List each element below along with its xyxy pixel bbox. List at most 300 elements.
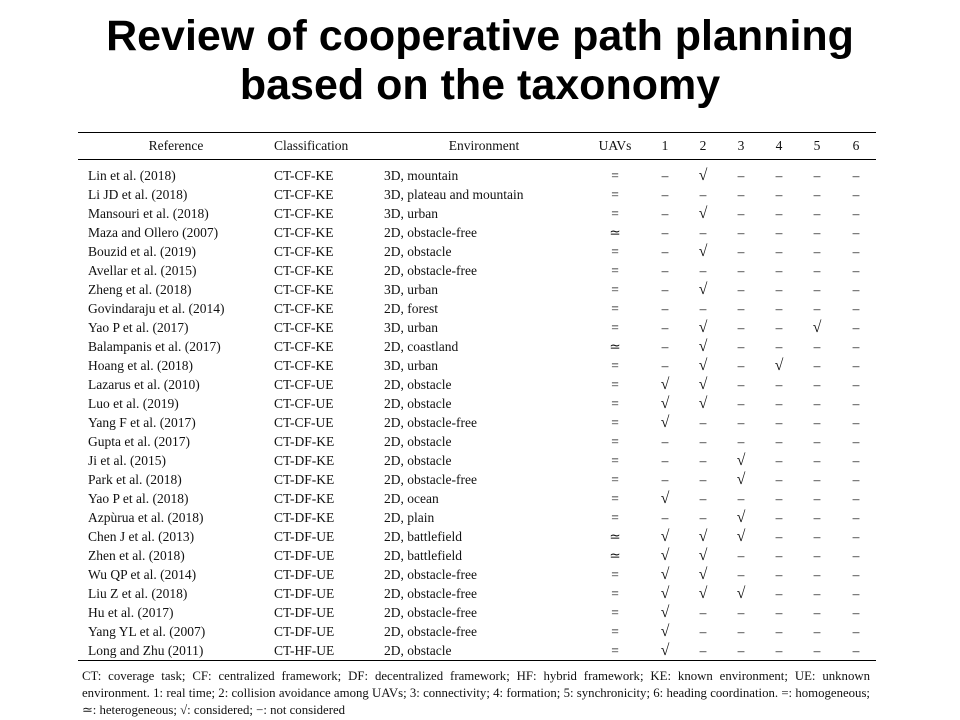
cell-classification: CT-CF-UE: [274, 395, 334, 411]
cell-criterion-1: –: [661, 357, 669, 373]
cell-criterion-1: √: [660, 603, 670, 621]
table-row: [78, 432, 876, 451]
cell-criterion-1: –: [661, 224, 669, 240]
cell-reference: Long and Zhu (2011): [88, 642, 204, 658]
cell-criterion-3: –: [737, 433, 745, 449]
cell-criterion-1: √: [660, 489, 670, 507]
cell-criterion-6: –: [852, 300, 860, 316]
cell-classification: CT-DF-UE: [274, 528, 335, 544]
cell-criterion-5: –: [813, 642, 821, 658]
cell-environment: 2D, obstacle: [384, 395, 452, 411]
cell-reference: Wu QP et al. (2014): [88, 566, 197, 582]
cell-criterion-6: –: [852, 205, 860, 221]
cell-criterion-2: –: [699, 623, 707, 639]
cell-criterion-6: –: [852, 585, 860, 601]
cell-criterion-2: √: [698, 375, 708, 393]
cell-criterion-6: –: [852, 376, 860, 392]
cell-uavs: =: [611, 281, 619, 297]
cell-environment: 2D, obstacle-free: [384, 471, 477, 487]
table-row: [78, 204, 876, 223]
cell-criterion-5: –: [813, 566, 821, 582]
cell-criterion-4: –: [775, 433, 783, 449]
cell-reference: Yao P et al. (2018): [88, 490, 189, 506]
cell-criterion-5: –: [813, 205, 821, 221]
cell-uavs: =: [611, 604, 619, 620]
table-row: [78, 470, 876, 489]
table-row: [78, 160, 876, 186]
cell-criterion-3: –: [737, 414, 745, 430]
header-criterion-2: 2: [699, 138, 707, 153]
cell-criterion-4: –: [775, 319, 783, 335]
cell-environment: 2D, obstacle-free: [384, 224, 477, 240]
cell-criterion-2: √: [698, 280, 708, 298]
cell-environment: 2D, obstacle-free: [384, 604, 477, 620]
cell-criterion-4: –: [775, 566, 783, 582]
header-environment: Environment: [448, 138, 520, 153]
cell-uavs: =: [611, 319, 619, 335]
cell-uavs: =: [611, 566, 619, 582]
cell-environment: 2D, obstacle: [384, 452, 452, 468]
cell-criterion-3: √: [736, 508, 746, 526]
table-row: [78, 622, 876, 641]
cell-classification: CT-CF-UE: [274, 376, 334, 392]
cell-classification: CT-DF-UE: [274, 623, 335, 639]
cell-criterion-6: –: [852, 224, 860, 240]
table-row: [78, 508, 876, 527]
cell-environment: 3D, urban: [384, 205, 438, 221]
cell-criterion-2: –: [699, 186, 707, 202]
cell-criterion-2: √: [698, 565, 708, 583]
cell-reference: Lazarus et al. (2010): [88, 376, 200, 392]
cell-uavs: =: [611, 452, 619, 468]
cell-uavs: =: [611, 205, 619, 221]
cell-classification: CT-HF-UE: [274, 642, 335, 658]
cell-reference: Azpùrua et al. (2018): [88, 509, 204, 525]
cell-criterion-6: –: [852, 547, 860, 563]
cell-classification: CT-CF-KE: [274, 186, 334, 202]
cell-classification: CT-CF-KE: [274, 167, 334, 183]
cell-criterion-5: –: [813, 433, 821, 449]
cell-reference: Lin et al. (2018): [88, 167, 176, 183]
cell-uavs: =: [611, 262, 619, 278]
table-row: [78, 641, 876, 661]
cell-environment: 2D, obstacle-free: [384, 585, 477, 601]
cell-uavs: =: [611, 642, 619, 658]
cell-criterion-5: –: [813, 604, 821, 620]
cell-criterion-6: –: [852, 642, 860, 658]
cell-environment: 2D, obstacle-free: [384, 262, 477, 278]
cell-criterion-5: –: [813, 471, 821, 487]
cell-uavs: =: [611, 433, 619, 449]
header-classification: Classification: [274, 138, 349, 153]
cell-criterion-4: –: [775, 585, 783, 601]
cell-uavs: =: [611, 585, 619, 601]
cell-criterion-4: –: [775, 395, 783, 411]
table-row: [78, 280, 876, 299]
cell-criterion-2: √: [698, 356, 708, 374]
cell-classification: CT-DF-KE: [274, 509, 335, 525]
cell-criterion-4: –: [775, 623, 783, 639]
cell-criterion-3: –: [737, 623, 745, 639]
cell-criterion-1: –: [661, 186, 669, 202]
cell-uavs: =: [611, 167, 619, 183]
cell-criterion-1: √: [660, 641, 670, 659]
table-row: [78, 261, 876, 280]
cell-criterion-2: –: [699, 509, 707, 525]
cell-classification: CT-DF-UE: [274, 604, 335, 620]
cell-uavs: =: [611, 186, 619, 202]
cell-criterion-3: √: [736, 584, 746, 602]
cell-criterion-6: –: [852, 357, 860, 373]
cell-criterion-2: –: [699, 452, 707, 468]
header-criterion-1: 1: [661, 138, 669, 153]
cell-classification: CT-CF-UE: [274, 414, 334, 430]
cell-criterion-4: –: [775, 338, 783, 354]
cell-criterion-2: √: [698, 546, 708, 564]
cell-criterion-2: –: [699, 471, 707, 487]
cell-criterion-4: –: [775, 452, 783, 468]
table-row: [78, 299, 876, 318]
cell-criterion-3: –: [737, 338, 745, 354]
cell-criterion-1: √: [660, 394, 670, 412]
header-criterion-5: 5: [813, 138, 821, 153]
cell-reference: Zheng et al. (2018): [88, 281, 192, 297]
cell-criterion-3: –: [737, 395, 745, 411]
cell-criterion-5: –: [813, 528, 821, 544]
cell-criterion-1: –: [661, 300, 669, 316]
cell-criterion-1: √: [660, 375, 670, 393]
table-row: [78, 356, 876, 375]
cell-criterion-4: –: [775, 642, 783, 658]
cell-reference: Yang F et al. (2017): [88, 414, 196, 430]
cell-criterion-5: –: [813, 281, 821, 297]
cell-environment: 3D, mountain: [384, 167, 459, 183]
cell-reference: Maza and Ollero (2007): [88, 224, 219, 240]
table-row: [78, 546, 876, 565]
cell-criterion-1: √: [660, 546, 670, 564]
cell-criterion-2: √: [698, 527, 708, 545]
cell-uavs: ≃: [609, 528, 621, 544]
cell-criterion-3: –: [737, 224, 745, 240]
cell-criterion-1: √: [660, 622, 670, 640]
cell-criterion-3: –: [737, 490, 745, 506]
table-row: [78, 185, 876, 204]
cell-criterion-3: –: [737, 243, 745, 259]
cell-criterion-1: √: [660, 527, 670, 545]
cell-criterion-3: –: [737, 167, 745, 183]
cell-criterion-2: –: [699, 604, 707, 620]
cell-reference: Balampanis et al. (2017): [88, 338, 221, 354]
cell-classification: CT-DF-KE: [274, 471, 335, 487]
cell-criterion-3: –: [737, 566, 745, 582]
cell-criterion-1: –: [661, 243, 669, 259]
cell-criterion-1: –: [661, 471, 669, 487]
cell-uavs: =: [611, 623, 619, 639]
cell-reference: Yao P et al. (2017): [88, 319, 189, 335]
cell-uavs: ≃: [609, 224, 621, 240]
cell-criterion-1: –: [661, 338, 669, 354]
cell-criterion-1: √: [660, 413, 670, 431]
cell-criterion-3: –: [737, 376, 745, 392]
cell-criterion-6: –: [852, 471, 860, 487]
cell-criterion-3: –: [737, 642, 745, 658]
cell-environment: 2D, ocean: [384, 490, 439, 506]
cell-environment: 2D, forest: [384, 300, 438, 316]
cell-classification: CT-CF-KE: [274, 224, 334, 240]
cell-reference: Park et al. (2018): [88, 471, 182, 487]
cell-criterion-2: –: [699, 433, 707, 449]
cell-criterion-3: –: [737, 281, 745, 297]
cell-criterion-2: –: [699, 224, 707, 240]
cell-criterion-4: –: [775, 471, 783, 487]
cell-reference: Govindaraju et al. (2014): [88, 300, 225, 316]
cell-criterion-5: –: [813, 490, 821, 506]
slide-title-line-2: based on the taxonomy: [239, 61, 721, 109]
cell-classification: CT-DF-UE: [274, 547, 335, 563]
cell-criterion-1: –: [661, 452, 669, 468]
cell-criterion-6: –: [852, 452, 860, 468]
cell-classification: CT-CF-KE: [274, 338, 334, 354]
cell-criterion-4: –: [775, 509, 783, 525]
table-row: [78, 584, 876, 603]
table-row: [78, 451, 876, 470]
cell-criterion-3: –: [737, 357, 745, 373]
cell-criterion-2: –: [699, 642, 707, 658]
cell-reference: Yang YL et al. (2007): [88, 623, 206, 639]
cell-criterion-2: √: [698, 166, 708, 184]
cell-criterion-4: –: [775, 281, 783, 297]
cell-classification: CT-CF-KE: [274, 300, 334, 316]
cell-criterion-5: –: [813, 262, 821, 278]
cell-environment: 2D, coastland: [384, 338, 459, 354]
cell-uavs: =: [611, 357, 619, 373]
cell-uavs: =: [611, 471, 619, 487]
cell-environment: 3D, plateau and mountain: [384, 186, 524, 202]
cell-classification: CT-DF-KE: [274, 433, 335, 449]
header-criterion-3: 3: [737, 138, 745, 153]
cell-criterion-4: –: [775, 528, 783, 544]
cell-criterion-3: –: [737, 300, 745, 316]
cell-environment: 2D, obstacle: [384, 433, 452, 449]
cell-environment: 2D, plain: [384, 509, 435, 525]
cell-environment: 3D, urban: [384, 281, 438, 297]
cell-uavs: =: [611, 395, 619, 411]
cell-criterion-5: –: [813, 414, 821, 430]
cell-criterion-6: –: [852, 167, 860, 183]
header-reference: Reference: [148, 138, 204, 153]
review-table: [78, 132, 876, 661]
slide-title: [0, 12, 960, 110]
cell-reference: Ji et al. (2015): [88, 452, 166, 468]
cell-criterion-1: –: [661, 205, 669, 221]
cell-reference: Li JD et al. (2018): [88, 186, 188, 202]
cell-criterion-4: –: [775, 376, 783, 392]
cell-criterion-6: –: [852, 281, 860, 297]
cell-classification: CT-DF-UE: [274, 585, 335, 601]
cell-environment: 2D, obstacle-free: [384, 566, 477, 582]
cell-uavs: ≃: [609, 547, 621, 563]
cell-criterion-3: –: [737, 262, 745, 278]
cell-criterion-3: –: [737, 205, 745, 221]
cell-reference: Gupta et al. (2017): [88, 433, 190, 449]
cell-criterion-6: –: [852, 433, 860, 449]
cell-environment: 3D, urban: [384, 319, 438, 335]
cell-environment: 2D, obstacle: [384, 642, 452, 658]
cell-criterion-2: √: [698, 394, 708, 412]
cell-criterion-6: –: [852, 490, 860, 506]
cell-criterion-4: –: [775, 414, 783, 430]
cell-criterion-6: –: [852, 528, 860, 544]
header-uavs: UAVs: [598, 138, 632, 153]
cell-criterion-4: –: [775, 262, 783, 278]
cell-environment: 2D, battlefield: [384, 528, 462, 544]
cell-environment: 2D, obstacle: [384, 376, 452, 392]
cell-criterion-6: –: [852, 243, 860, 259]
cell-reference: Mansouri et al. (2018): [88, 205, 209, 221]
cell-criterion-3: –: [737, 319, 745, 335]
cell-reference: Luo et al. (2019): [88, 395, 179, 411]
table-footnote: CT: coverage task; CF: centralized framework; DF: decentralized framework; HF: hybrid framework; KE: known environment; UE: unknown environment. 1: real time; 2: collision avoidance among UAVs; 3: connectivity; 4: formation; 5: synchronicity; 6: heading coordination. =: homogeneous; ≃: heterogeneous; √: considered; −: not considered: [82, 669, 870, 717]
cell-reference: Bouzid et al. (2019): [88, 243, 196, 259]
review-table-container: [78, 132, 876, 719]
cell-criterion-6: –: [852, 566, 860, 582]
cell-criterion-5: –: [813, 357, 821, 373]
table-row: [78, 318, 876, 337]
cell-criterion-3: –: [737, 186, 745, 202]
cell-reference: Hu et al. (2017): [88, 604, 174, 620]
cell-criterion-1: –: [661, 262, 669, 278]
cell-uavs: =: [611, 509, 619, 525]
cell-criterion-5: –: [813, 167, 821, 183]
table-row: [78, 413, 876, 432]
table-row: [78, 603, 876, 622]
cell-criterion-1: √: [660, 584, 670, 602]
cell-criterion-4: –: [775, 167, 783, 183]
cell-criterion-6: –: [852, 395, 860, 411]
cell-classification: CT-DF-KE: [274, 452, 335, 468]
cell-criterion-5: –: [813, 376, 821, 392]
cell-criterion-6: –: [852, 319, 860, 335]
cell-criterion-3: –: [737, 604, 745, 620]
cell-criterion-6: –: [852, 509, 860, 525]
cell-uavs: =: [611, 490, 619, 506]
cell-reference: Avellar et al. (2015): [88, 262, 197, 278]
cell-classification: CT-DF-KE: [274, 490, 335, 506]
cell-criterion-5: –: [813, 623, 821, 639]
cell-criterion-5: –: [813, 395, 821, 411]
table-row: [78, 489, 876, 508]
cell-criterion-4: –: [775, 547, 783, 563]
table-row: [78, 337, 876, 356]
cell-classification: CT-DF-UE: [274, 566, 335, 582]
header-criterion-4: 4: [775, 138, 783, 153]
cell-criterion-2: √: [698, 337, 708, 355]
cell-classification: CT-CF-KE: [274, 357, 334, 373]
cell-criterion-5: –: [813, 547, 821, 563]
table-row: [78, 527, 876, 546]
cell-environment: 2D, obstacle-free: [384, 414, 477, 430]
cell-criterion-2: √: [698, 204, 708, 222]
cell-criterion-4: √: [774, 356, 784, 374]
cell-environment: 2D, obstacle: [384, 243, 452, 259]
table-row: [78, 223, 876, 242]
cell-environment: 3D, urban: [384, 357, 438, 373]
slide-title-line-1: Review of cooperative path planning: [106, 12, 854, 60]
cell-uavs: ≃: [609, 338, 621, 354]
cell-uavs: =: [611, 414, 619, 430]
cell-criterion-1: –: [661, 433, 669, 449]
cell-criterion-3: √: [736, 451, 746, 469]
cell-criterion-4: –: [775, 224, 783, 240]
cell-criterion-6: –: [852, 338, 860, 354]
cell-criterion-1: –: [661, 281, 669, 297]
table-row: [78, 242, 876, 261]
cell-classification: CT-CF-KE: [274, 205, 334, 221]
cell-criterion-2: –: [699, 300, 707, 316]
table-row: [78, 565, 876, 584]
cell-classification: CT-CF-KE: [274, 281, 334, 297]
cell-criterion-4: –: [775, 186, 783, 202]
cell-criterion-2: –: [699, 490, 707, 506]
cell-criterion-4: –: [775, 300, 783, 316]
cell-classification: CT-CF-KE: [274, 262, 334, 278]
cell-criterion-6: –: [852, 604, 860, 620]
cell-criterion-5: –: [813, 243, 821, 259]
cell-uavs: =: [611, 376, 619, 392]
cell-criterion-6: –: [852, 262, 860, 278]
cell-uavs: =: [611, 300, 619, 316]
cell-criterion-5: –: [813, 338, 821, 354]
cell-classification: CT-CF-KE: [274, 319, 334, 335]
header-criterion-6: 6: [852, 138, 860, 153]
cell-criterion-4: –: [775, 205, 783, 221]
cell-reference: Hoang et al. (2018): [88, 357, 193, 373]
cell-uavs: =: [611, 243, 619, 259]
cell-criterion-5: √: [812, 318, 822, 336]
cell-environment: 2D, obstacle-free: [384, 623, 477, 639]
cell-criterion-1: –: [661, 167, 669, 183]
cell-criterion-6: –: [852, 623, 860, 639]
cell-criterion-5: –: [813, 509, 821, 525]
cell-criterion-5: –: [813, 224, 821, 240]
table-header-row: [78, 133, 876, 160]
cell-criterion-2: √: [698, 584, 708, 602]
table-row: [78, 375, 876, 394]
cell-criterion-1: –: [661, 319, 669, 335]
cell-classification: CT-CF-KE: [274, 243, 334, 259]
cell-reference: Chen J et al. (2013): [88, 528, 195, 544]
cell-criterion-5: –: [813, 300, 821, 316]
cell-reference: Liu Z et al. (2018): [88, 585, 188, 601]
cell-criterion-1: √: [660, 565, 670, 583]
table-row: [78, 394, 876, 413]
cell-criterion-3: √: [736, 527, 746, 545]
cell-criterion-1: –: [661, 509, 669, 525]
cell-reference: Zhen et al. (2018): [88, 547, 185, 563]
cell-criterion-2: √: [698, 318, 708, 336]
cell-criterion-5: –: [813, 186, 821, 202]
cell-criterion-2: –: [699, 414, 707, 430]
table-body: [78, 160, 876, 661]
cell-criterion-4: –: [775, 243, 783, 259]
cell-criterion-2: √: [698, 242, 708, 260]
cell-criterion-6: –: [852, 186, 860, 202]
cell-criterion-5: –: [813, 452, 821, 468]
cell-criterion-4: –: [775, 604, 783, 620]
cell-criterion-5: –: [813, 585, 821, 601]
cell-criterion-4: –: [775, 490, 783, 506]
cell-criterion-3: –: [737, 547, 745, 563]
